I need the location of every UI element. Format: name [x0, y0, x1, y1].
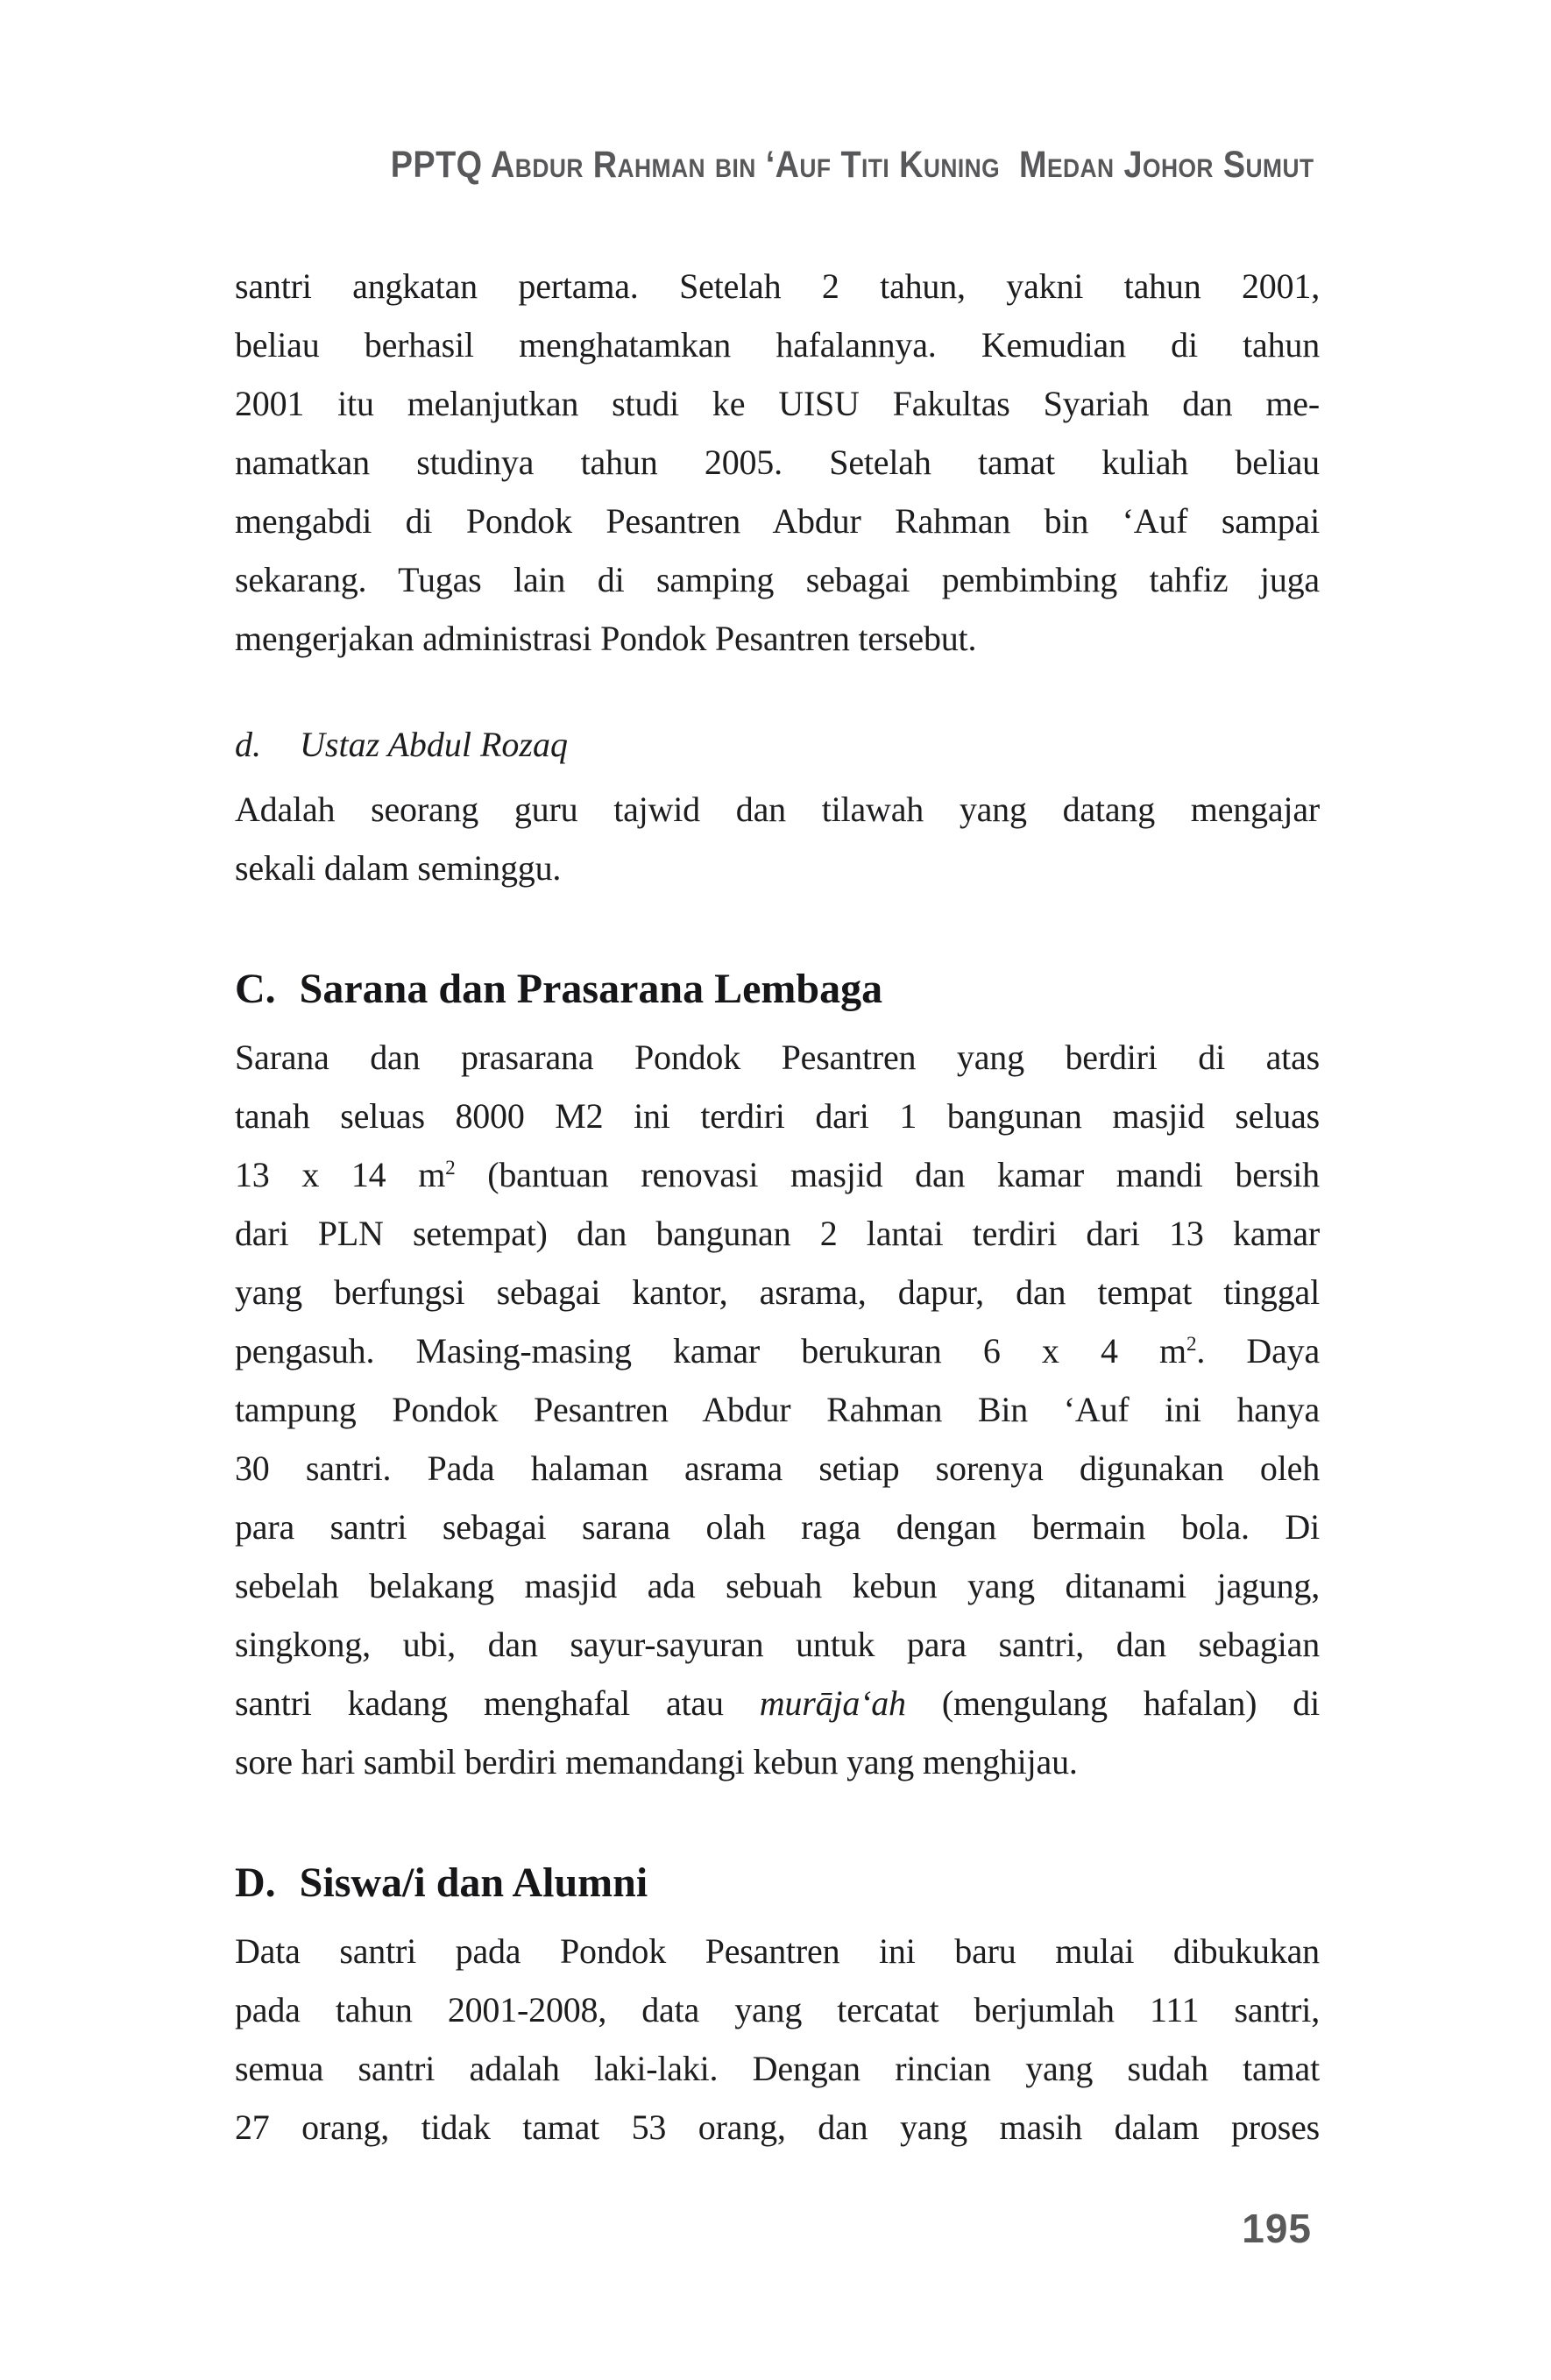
para-sarana-prasarana [235, 1028, 1320, 1791]
heading-label: D. [235, 1859, 276, 1906]
heading-title: Ustaz Abdul Rozaq [300, 725, 568, 764]
text-line: mengerjakan administrasi Pondok Pesantren tersebut. [235, 619, 977, 658]
text-line: tanah seluas 8000 M2 ini terdiri dari 1 bangunan masjid seluas [235, 1096, 1320, 1136]
page-number: 195 [1242, 2206, 1312, 2251]
text-line: pada tahun 2001-2008, data yang tercatat berjumlah 111 santri, [235, 1990, 1320, 2029]
text-line: 2001 itu melanjutkan studi ke UISU Fakultas Syariah dan me- [235, 384, 1320, 423]
text-line: Adalah seorang guru tajwid dan tilawah yang datang mengajar [235, 790, 1320, 829]
section-heading-D [235, 1856, 1320, 1910]
para-ustaz-abdul-rozaq [235, 780, 1320, 897]
running-head: PPTQ Abdur Rahman bin ‘Auf Titi Kuning Medan Johor Sumut [391, 144, 1314, 186]
text-line: namatkan studinya tahun 2005. Setelah tamat kuliah beliau [235, 443, 1320, 482]
text-line: pengasuh. Masing-masing kamar berukuran 6 x 4 $m^2$. Daya [235, 1331, 1320, 1371]
heading-label: d. [235, 725, 261, 764]
heading-title: Sarana dan Prasarana Lembaga [299, 966, 883, 1012]
text-line: sekali dalam seminggu. [235, 848, 562, 888]
text-line: singkong, ubi, dan sayur-sayuran untuk para santri, dan sebagian [235, 1625, 1320, 1664]
text-line: 30 santri. Pada halaman asrama setiap sorenya digunakan oleh [235, 1449, 1320, 1488]
text-line: Sarana dan prasarana Pondok Pesantren yang berdiri di atas [235, 1038, 1320, 1077]
para-siswa-alumni [235, 1922, 1320, 2157]
text-line: semua santri adalah laki-laki. Dengan rincian yang sudah tamat [235, 2049, 1320, 2088]
text-line: Data santri pada Pondok Pesantren ini baru mulai dibukukan [235, 1931, 1320, 1971]
text-line: beliau berhasil menghatamkan hafalannya. Kemudian di tahun [235, 325, 1320, 365]
text-line: yang berfungsi sebagai kantor, asrama, dapur, dan tempat tinggal [235, 1272, 1320, 1312]
text-line: dari PLN setempat) dan bangunan 2 lantai terdiri dari 13 kamar [235, 1214, 1320, 1253]
text-line: santri kadang menghafal atau murāja‘ah (mengulang hafalan) di [235, 1683, 1320, 1723]
subsection-heading-d [235, 715, 1320, 774]
text-line: para santri sebagai sarana olah raga dengan bermain bola. Di [235, 1507, 1320, 1547]
text-line: santri angkatan pertama. Setelah 2 tahun, yakni tahun 2001, [235, 266, 1320, 306]
heading-label: C. [235, 966, 276, 1012]
text-line: sekarang. Tugas lain di samping sebagai pembimbing tahfiz juga [235, 560, 1320, 599]
para-biografi-ustaz [235, 257, 1320, 668]
text-line: mengabdi di Pondok Pesantren Abdur Rahman bin ‘Auf sampai [235, 501, 1320, 541]
content-blocks [235, 257, 1320, 2157]
heading-title: Siswa/i dan Alumni [299, 1859, 648, 1906]
text-line: tampung Pondok Pesantren Abdur Rahman Bin ‘Auf ini hanya [235, 1390, 1320, 1429]
text-line: 27 orang, tidak tamat 53 orang, dan yang masih dalam proses [235, 2107, 1320, 2147]
text-line: 13 x 14 $m^2$ (bantuan renovasi masjid dan kamar mandi bersih [235, 1155, 1320, 1194]
text-line: sebelah belakang masjid ada sebuah kebun yang ditanami jagung, [235, 1566, 1320, 1605]
text-line: sore hari sambil berdiri memandangi kebun yang menghijau. [235, 1742, 1078, 1781]
section-heading-C [235, 962, 1320, 1016]
